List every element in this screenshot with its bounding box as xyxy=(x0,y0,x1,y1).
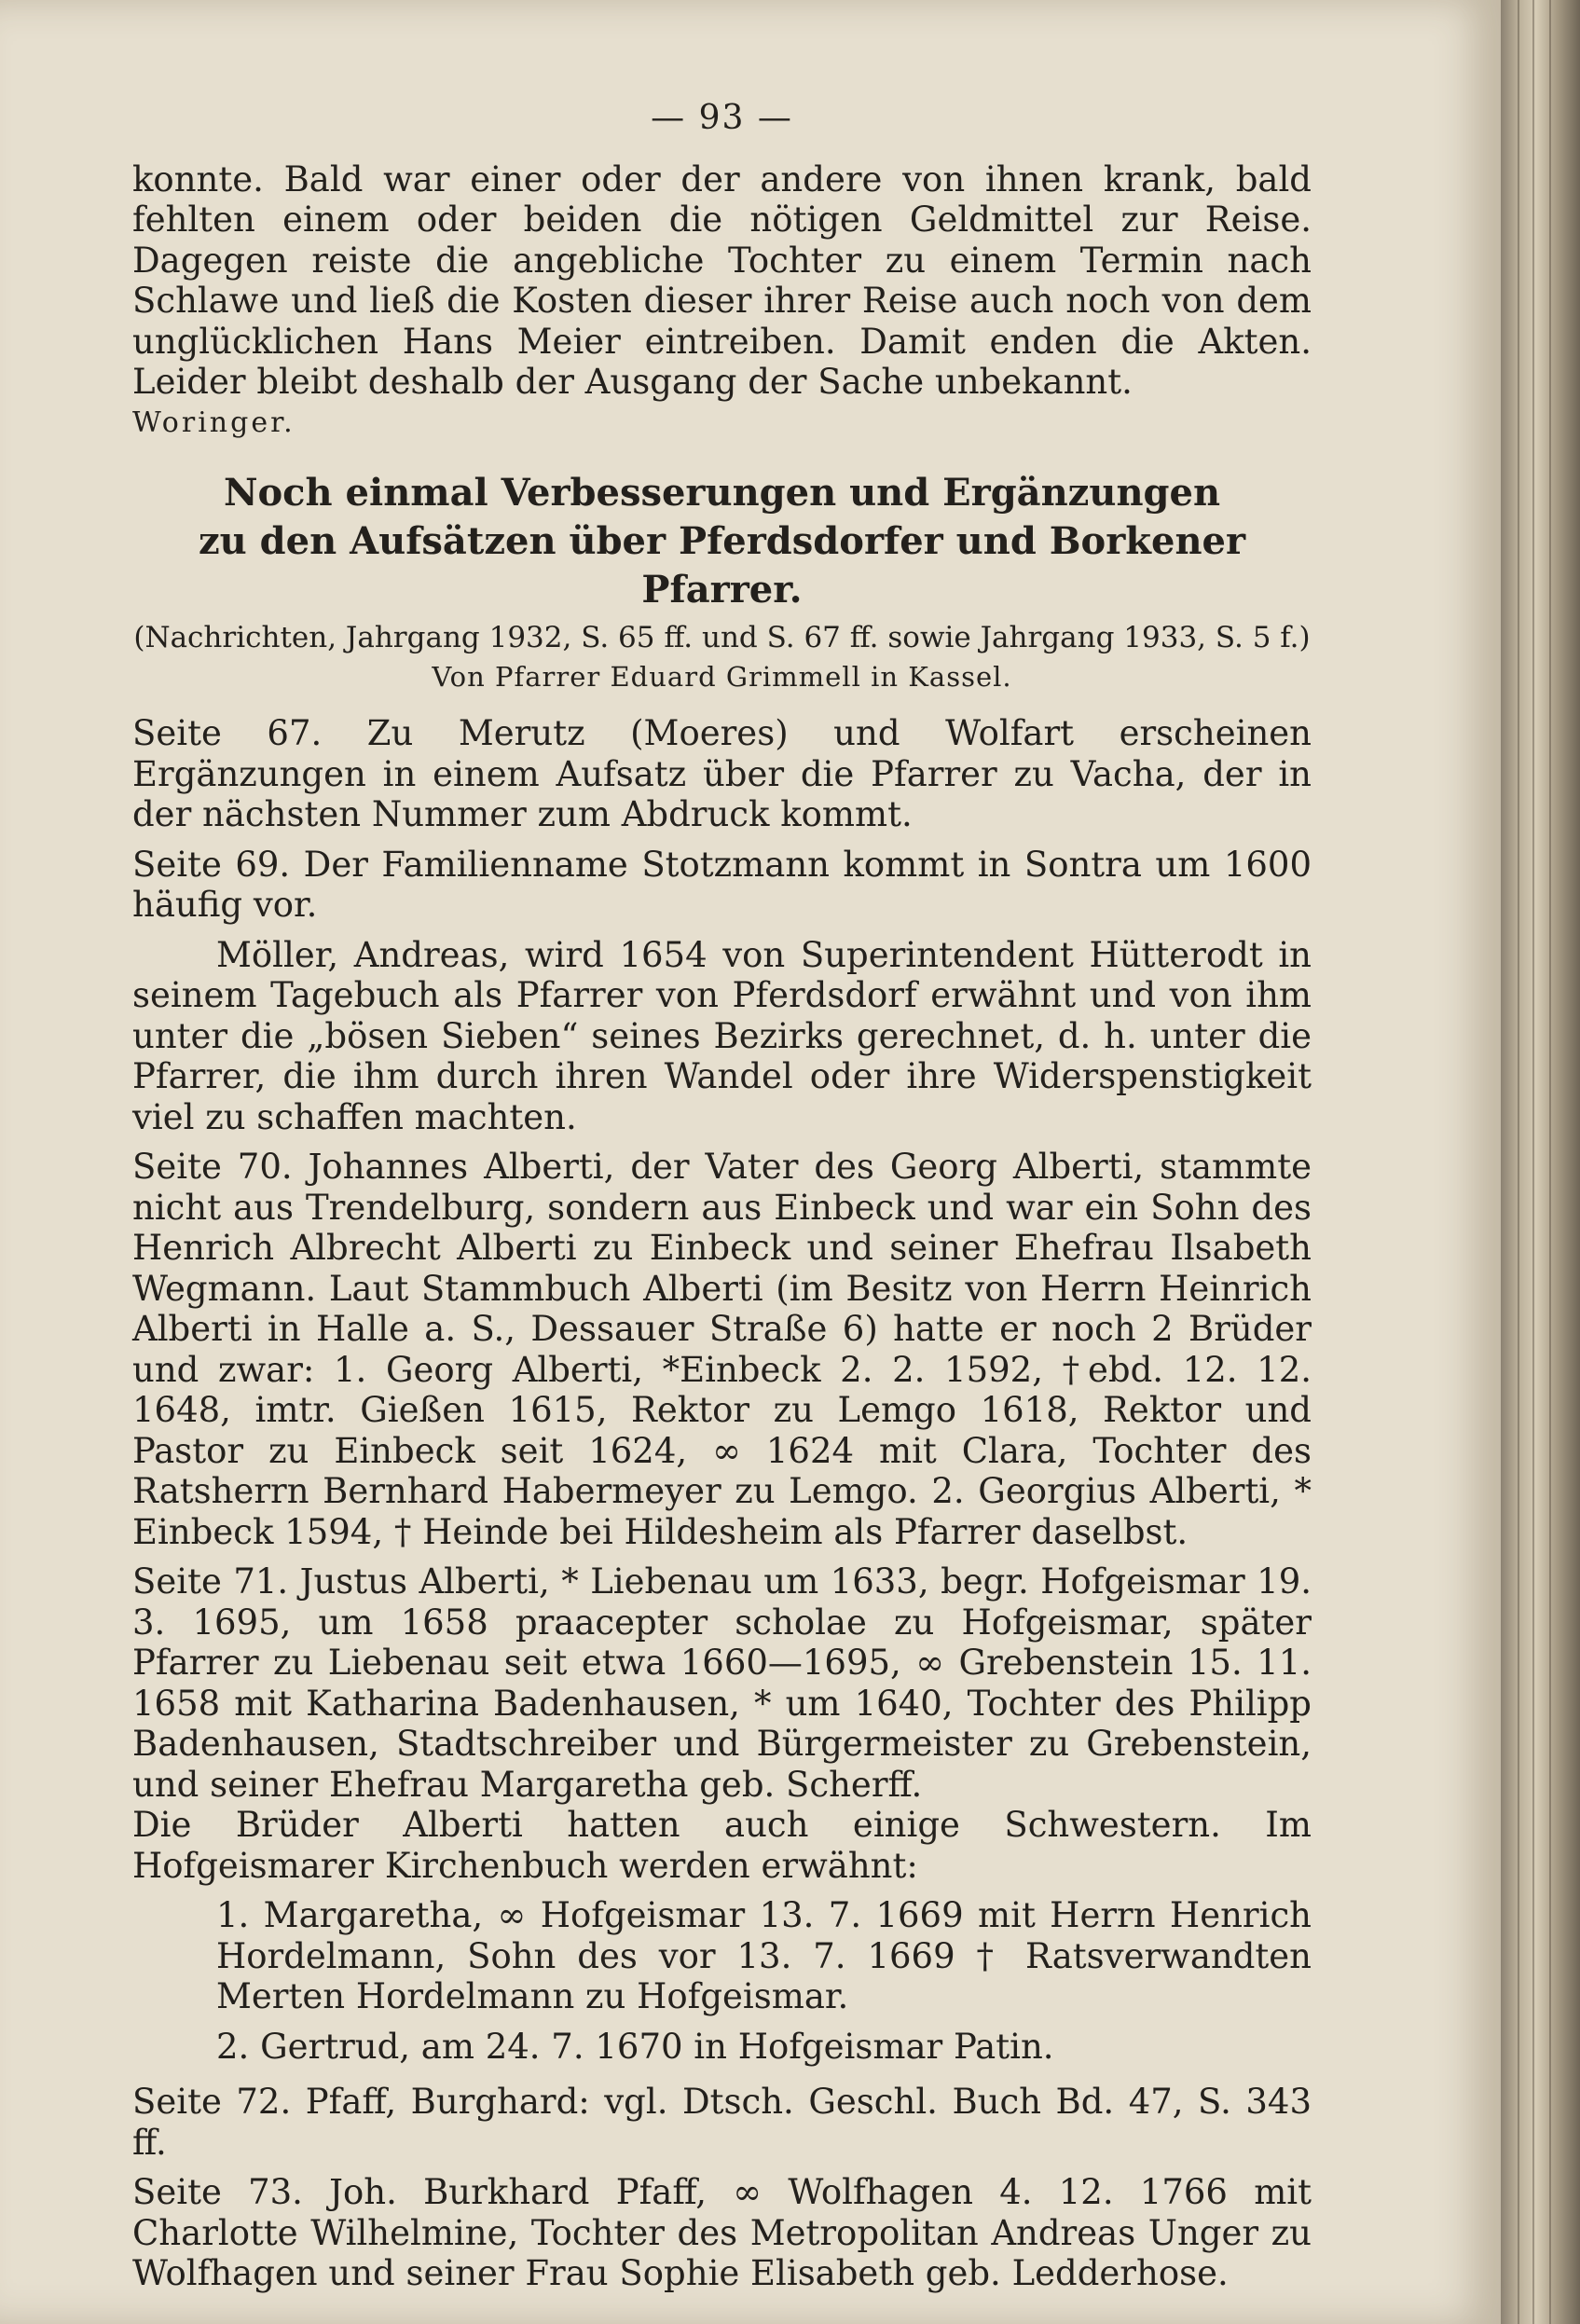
paragraph-seite-67: Seite 67. Zu Merutz (Moeres) und Wolfart erscheinen Ergänzungen in einem Aufsatz über die Pfarrer zu Vacha, der in der nächsten Nummer zum Abdruck kommt. xyxy=(132,713,1312,834)
article-author: Von Pfarrer Eduard Grimmell in Kassel. xyxy=(432,661,1012,693)
paragraph-seite-69: Seite 69. Der Familienname Stotzmann kommt in Sontra um 1600 häufig vor. xyxy=(132,844,1312,925)
article-title-line-2: zu den Aufsätzen über Pferdsdorfer und Borkener Pfarrer. xyxy=(198,519,1246,612)
list-item: 1. Margaretha, ∞ Hofgeismar 13. 7. 1669 mit Herrn Henrich Hordelmann, Sohn des vor 13. 7. 1669 † Ratsverwandten Merten Hordelmann zu Hofgeismar. xyxy=(216,1895,1312,2016)
article-references: (Nachrichten, Jahrgang 1932, S. 65 ff. und S. 67 ff. sowie Jahrgang 1933, S. 5 f.) xyxy=(133,621,1311,654)
list-item: 2. Gertrud, am 24. 7. 1670 in Hofgeismar Patin. xyxy=(216,2026,1054,2067)
intro-signature: Woringer. xyxy=(132,406,295,439)
article-title xyxy=(132,469,1312,614)
article-title-line-1: Noch einmal Verbesserungen und Ergänzungen xyxy=(223,471,1221,515)
paragraph-seite-72: Seite 72. Pfaff, Burghard: vgl. Dtsch. Geschl. Buch Bd. 47, S. 343 ff. xyxy=(132,2082,1312,2163)
paragraph-brueder: Die Brüder Alberti hatten auch einige Schwestern. Im Hofgeismarer Kirchenbuch werden erwähnt: xyxy=(132,1805,1312,1886)
paragraph-seite-70: Seite 70. Johannes Alberti, der Vater des Georg Alberti, stammte nicht aus Trendelburg, sondern aus Einbeck und war ein Sohn des Henrich Albrecht Alberti zu Einbeck und seiner Ehefrau Ilsabeth Wegmann. Laut Stammbuch Alberti (im Besitz von Herrn Heinrich Alberti in Halle a. S., Dessauer Straße 6) hatte er noch 2 Brüder und zwar: 1. Georg Alberti, *Einbeck 2. 2. 1592, †ebd. 12. 12. 1648, imtr. Gießen 1615, Rektor zu Lemgo 1618, Rektor und Pastor zu Einbeck seit 1624, ∞ 1624 mit Clara, Tochter des Ratsherrn Bernhard Habermeyer zu Lemgo. 2. Georgius Alberti, * Einbeck 1594, † Heinde bei Hildesheim als Pfarrer daselbst. xyxy=(132,1147,1312,1552)
sisters-list xyxy=(132,1895,1312,2067)
paragraph-seite-71: Seite 71. Justus Alberti, * Liebenau um 1633, begr. Hofgeismar 19. 3. 1695, um 1658 praacepter scholae zu Hofgeismar, später Pfarrer zu Liebenau seit etwa 1660—1695, ∞ Grebenstein 15. 11. 1658 mit Katharina Badenhausen, * um 1640, Tochter des Philipp Badenhausen, Stadtschreiber und Bürgermeister zu Grebenstein, und seiner Ehefrau Margaretha geb. Scherff. xyxy=(132,1561,1312,1805)
page-edge-line xyxy=(1518,0,1519,2324)
page-text xyxy=(132,98,1312,2294)
intro-paragraph: konnte. Bald war einer oder der andere von ihnen krank, bald fehlten einem oder beiden die nötigen Geldmittel zur Reise. Dagegen reiste die angebliche Tochter zu einem Termin nach Schlawe und ließ die Kosten dieser ihrer Reise auch noch von dem unglücklichen Hans Meier eintreiben. Damit enden die Akten. Leider bleibt deshalb der Ausgang der Sache unbekannt. xyxy=(132,158,1312,402)
page-number: — 93 — xyxy=(651,99,793,137)
page-edge-line xyxy=(1532,0,1534,2324)
book-spine-edge xyxy=(1501,0,1580,2324)
paragraph-seite-73: Seite 73. Joh. Burkhard Pfaff, ∞ Wolfhagen 4. 12. 1766 mit Charlotte Wilhelmine, Tochter des Metropolitan Andreas Unger zu Wolfhagen und seiner Frau Sophie Elisabeth geb. Ledderhose. xyxy=(132,2172,1312,2293)
page-edge-line xyxy=(1549,0,1551,2324)
paragraph-moeller: Möller, Andreas, wird 1654 von Superintendent Hütterodt in seinem Tagebuch als Pfarrer von Pferdsdorf erwähnt und von ihm unter die „bösen Sieben“ seines Bezirks gerechnet, d. h. unter die Pfarrer, die ihm durch ihren Wandel oder ihre Widerspenstigkeit viel zu schaffen machten. xyxy=(132,934,1312,1137)
